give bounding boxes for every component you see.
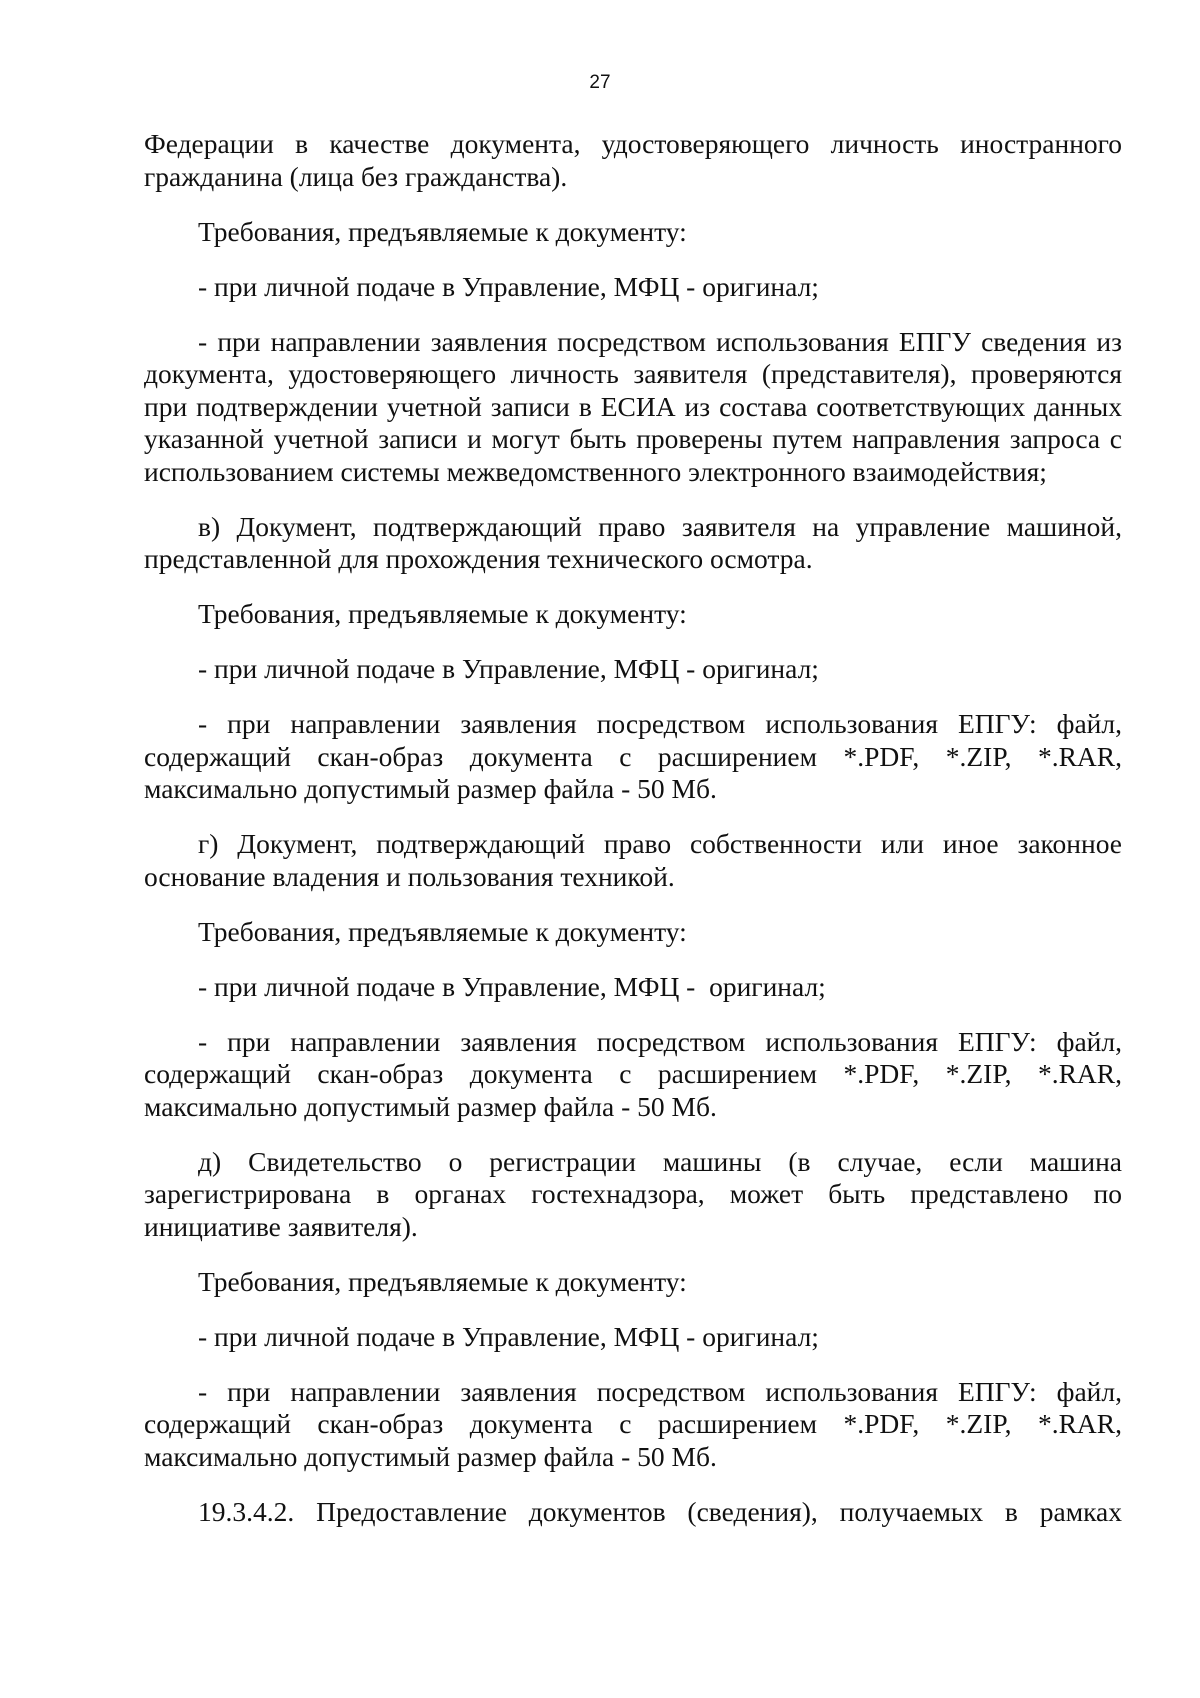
- paragraph-personal-submission: - при личной подаче в Управление, МФЦ - оригинал;: [198, 970, 826, 1002]
- document-body: [144, 128, 1122, 1528]
- paragraph-item-g: г) Документ, подтверждающий право собственности или иное законное основание владения и пользования техникой.: [144, 828, 1122, 892]
- paragraph-epgu-file: - при направлении заявления посредством использования ЕПГУ: файл, содержащий скан-образ документа с расширением *.PDF, *.ZIP, *.RAR, максимально допустимый размер файла - 50 Мб.: [144, 708, 1122, 804]
- paragraph-personal-submission: - при личной подаче в Управление, МФЦ - оригинал;: [198, 270, 819, 302]
- paragraph-epgu-file: - при направлении заявления посредством использования ЕПГУ: файл, содержащий скан-образ документа с расширением *.PDF, *.ZIP, *.RAR, максимально допустимый размер файла - 50 Мб.: [144, 1025, 1122, 1122]
- paragraph-personal-submission: - при личной подаче в Управление, МФЦ - оригинал;: [198, 653, 819, 684]
- paragraph-requirements-heading: Требования, предъявляемые к документу:: [198, 598, 687, 629]
- paragraph-section-19-3-4-2: 19.3.4.2. Предоставление документов (сведения), получаемых в рамках: [198, 1495, 1122, 1527]
- paragraph-item-v: в) Документ, подтверждающий право заявителя на управление машиной, представленной для прохождения технического осмотра.: [144, 510, 1122, 574]
- paragraph-continuation: Федерации в качестве документа, удостоверяющего личность иностранного гражданина (лица без гражданства).: [144, 128, 1122, 192]
- paragraph-requirements-heading: Требования, предъявляемые к документу:: [198, 215, 687, 247]
- paragraph-personal-submission: - при личной подаче в Управление, МФЦ - оригинал;: [198, 1320, 819, 1352]
- paragraph-item-d: д) Свидетельство о регистрации машины (в случае, если машина зарегистрирована в органах гостехнадзора, может быть представлено по инициативе заявителя).: [144, 1145, 1122, 1242]
- paragraph-requirements-heading: Требования, предъявляемые к документу:: [198, 1265, 687, 1297]
- paragraph-requirements-heading: Требования, предъявляемые к документу:: [198, 915, 687, 947]
- paragraph-epgu-file: - при направлении заявления посредством использования ЕПГУ: файл, содержащий скан-образ документа с расширением *.PDF, *.ZIP, *.RAR, максимально допустимый размер файла - 50 Мб.: [144, 1375, 1122, 1472]
- page-number: 27: [589, 72, 611, 93]
- paragraph-epgu-identity: - при направлении заявления посредством использования ЕПГУ сведения из документа, удостоверяющего личность заявителя (представителя), проверяются при подтверждении учетной записи в ЕСИА из состава соответствующих данных указанной учетной записи и могут быть проверены путем направления запроса с использованием системы межведомственного электронного взаимодействия;: [144, 325, 1122, 487]
